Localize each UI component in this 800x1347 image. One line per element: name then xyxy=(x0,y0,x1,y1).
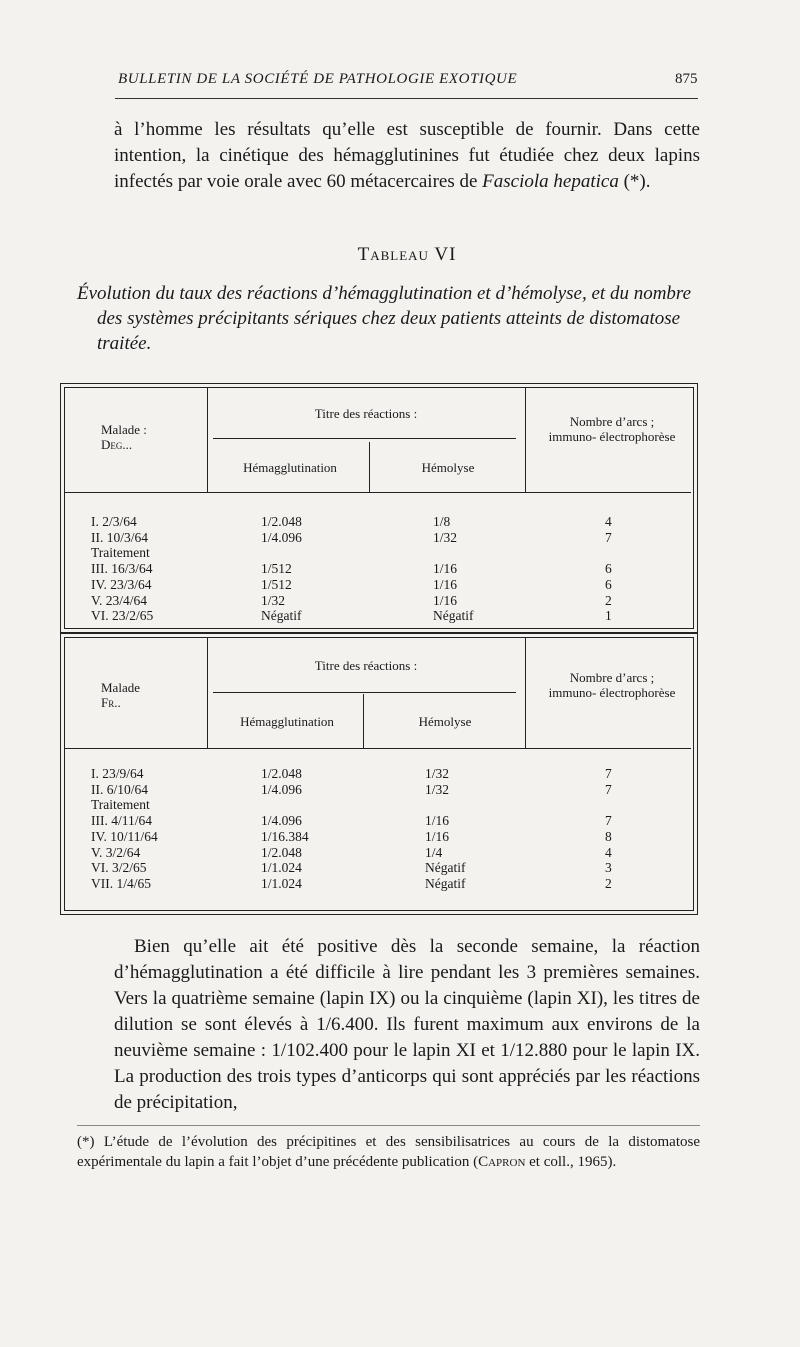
table-heading-word: Tableau xyxy=(357,244,429,265)
table-heading xyxy=(114,244,700,266)
footnote xyxy=(77,1132,700,1172)
patient-label-text: Malade : xyxy=(101,422,147,437)
footnote-rule xyxy=(77,1125,700,1126)
patient-label xyxy=(71,422,201,452)
hemagglutination-header: Hémagglutination xyxy=(243,460,337,475)
hemagglutination-column: 1/2.048 1/4.096 1/512 1/512 1/32 Négatif xyxy=(261,514,302,624)
arcs-column: 4 7 6 6 2 1 xyxy=(605,514,612,624)
patient-label xyxy=(71,680,201,710)
hemolyse-header: Hémolyse xyxy=(421,460,475,475)
intro-paragraph xyxy=(114,117,700,195)
footnote-marker: (*). xyxy=(618,171,651,192)
footnote-tail: et coll., 1965). xyxy=(525,1154,617,1170)
titre-header: Titre des réactions : xyxy=(314,406,418,421)
header-rule xyxy=(115,98,698,99)
hemagglutination-header: Hémagglutination xyxy=(240,714,334,729)
footnote-text: (*) L’étude de l’évolution des précipitines et des sensibilisatrices au cours de la distomatose expérimentale du lapin a fait l’objet d’une précédente publication ( xyxy=(77,1134,700,1170)
arcs-column: 7 7 7 8 4 3 2 xyxy=(605,766,612,891)
intro-text: à l’homme les résultats qu’elle est susceptible de fournir. Dans cette intention, la cinétique des hémagglutinines fut étudiée chez deux lapins infectés par voie orale avec 60 métacercaires de xyxy=(114,119,700,192)
running-header: BULLETIN DE LA SOCIÉTÉ DE PATHOLOGIE EXOTIQUE xyxy=(118,71,518,87)
table-heading-number: VI xyxy=(434,244,457,265)
dates-column: I. 23/9/64 II. 6/10/64 Traitement III. 4/11/64 IV. 10/11/64 V. 3/2/64 VI. 3/2/65 VII. 1/4/65 xyxy=(91,766,158,891)
patient-name: Deg... xyxy=(101,437,133,452)
hemolyse-header: Hémolyse xyxy=(418,714,472,729)
titre-header: Titre des réactions : xyxy=(314,658,418,673)
hemagglutination-column: 1/2.048 1/4.096 1/4.096 1/16.384 1/2.048 1/1.024 1/1.024 xyxy=(261,766,309,891)
body-paragraph: Bien qu’elle ait été positive dès la seconde semaine, la réaction d’hémagglutination a été difficile à lire pendant les 3 premières semaines. Vers la quatrième semaine (lapin IX) ou la cinquième (lapin XI), les titres de dilution se sont élevés à 1/6.400. Ils furent maximum aux environs de la neuvième semaine : 1/102.400 pour le lapin XI et 1/12.880 pour le lapin IX. La production des trois types d’anticorps qui sont appréciés par les réactions de précipitation, xyxy=(114,936,700,1113)
footnote-author: Capron xyxy=(478,1154,526,1170)
table-patient-deg xyxy=(60,383,698,633)
hemolyse-column: 1/8 1/32 1/16 1/16 1/16 Négatif xyxy=(433,514,474,624)
arcs-header: Nombre d’arcs ; immuno- électrophorèse xyxy=(548,670,676,700)
species-name: Fasciola hepatica xyxy=(482,171,619,192)
arcs-header: Nombre d’arcs ; immuno- électrophorèse xyxy=(548,414,676,444)
patient-name: Fr.. xyxy=(101,695,121,710)
table-patient-fr xyxy=(60,633,698,915)
dates-column: I. 2/3/64 II. 10/3/64 Traitement III. 16/3/64 IV. 23/3/64 V. 23/4/64 VI. 23/2/65 xyxy=(91,514,154,624)
page-number: 875 xyxy=(675,71,698,87)
patient-label-text: Malade xyxy=(101,680,140,695)
table-caption: Évolution du taux des réactions d’hémagglutination et d’hémolyse, et du nombre des systèmes précipitants sériques chez deux patients atteints de distomatose traitée. xyxy=(77,283,692,354)
hemolyse-column: 1/32 1/32 1/16 1/16 1/4 Négatif Négatif xyxy=(425,766,466,891)
